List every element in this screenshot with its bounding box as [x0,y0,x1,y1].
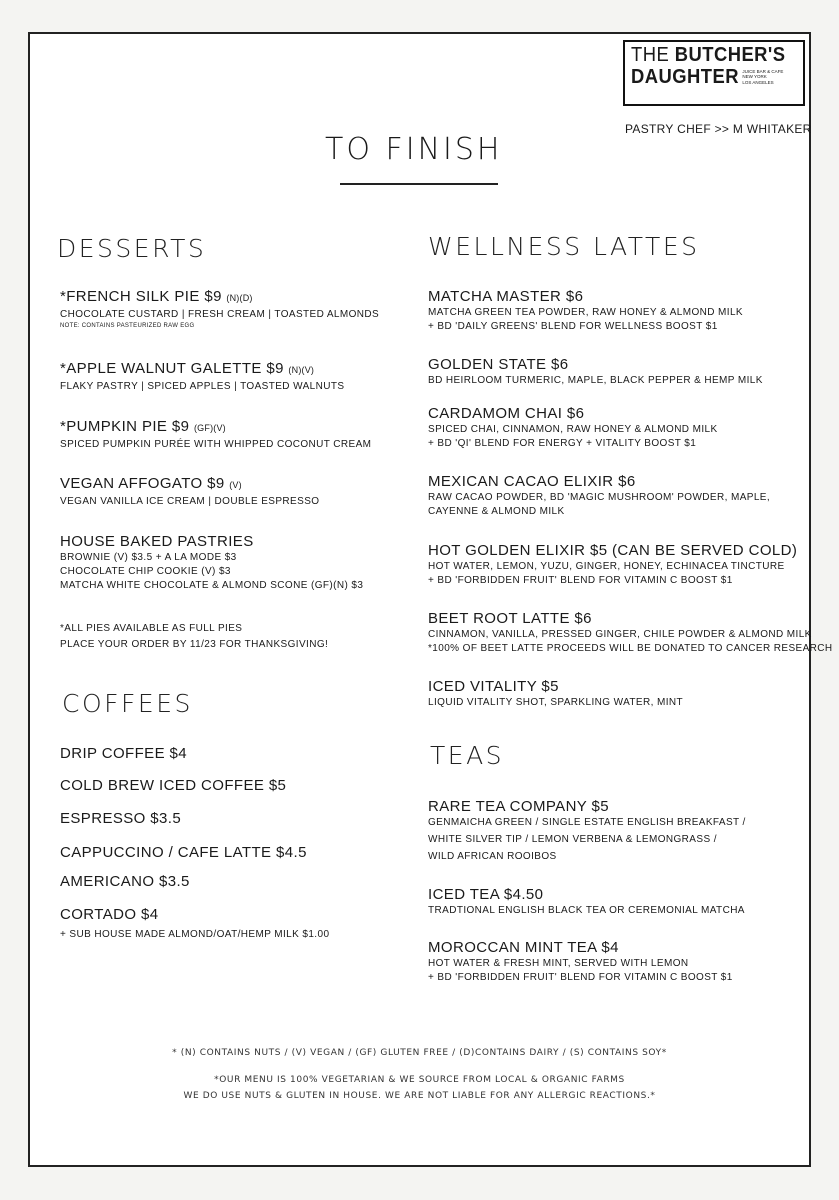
wellness-lattes-heading: WELLNESS LATTES [428,232,700,261]
latte-item: CARDAMOM CHAI $6 SPICED CHAI, CINNAMON, RAW HONEY & ALMOND MILK + BD 'QI' BLEND FOR ENERGY + VITALITY BOOST $1 [428,405,718,449]
coffee-item: DRIP COFFEE $4 [60,745,188,762]
coffee-item: AMERICANO $3.5 [60,873,190,890]
latte-item: ICED VITALITY $5 LIQUID VITALITY SHOT, SPARKLING WATER, MINT [428,678,684,708]
latte-item: HOT GOLDEN ELIXIR $5 (CAN BE SERVED COLD) HOT WATER, LEMON, YUZU, GINGER, HONEY, ECHINACEA TINCTURE + BD 'FORBIDDEN FRUIT' BLEND FOR VITAMIN C BOOST $1 [428,542,798,586]
title-underline [340,183,498,185]
coffee-item: ESPRESSO $3.5 [60,810,182,827]
page-title: TO FINISH [325,132,503,167]
dessert-item: *PUMPKIN PIE $9 (GF)(V) SPICED PUMPKIN PURÉE WITH WHIPPED COCONUT CREAM [60,418,372,450]
tea-item: ICED TEA $4.50 TRADTIONAL ENGLISH BLACK TEA OR CEREMONIAL MATCHA [428,886,745,916]
brand-tagline: JUICE BAR & CAFE NEW YORK LOS ANGELES [742,68,784,85]
teas-heading: TEAS [430,741,505,770]
allergen-key: * (N) CONTAINS NUTS / (V) VEGAN / (GF) GLUTEN FREE / (D)CONTAINS DAIRY / (S) CONTAINS SOY* [172,1048,667,1058]
coffee-item: COLD BREW ICED COFFEE $5 [60,777,287,794]
desserts-heading: DESSERTS [57,234,207,263]
menu-sheet [28,32,833,1167]
brand-name-line2: DAUGHTER [631,66,739,88]
dessert-item: VEGAN AFFOGATO $9 (V) VEGAN VANILLA ICE CREAM | DOUBLE ESPRESSO [60,475,320,507]
sourcing-note: *OUR MENU IS 100% VEGETARIAN & WE SOURCE FROM LOCAL & ORGANIC FARMS [214,1075,625,1085]
dessert-item: *FRENCH SILK PIE $9 (N)(D) CHOCOLATE CUSTARD | FRESH CREAM | TOASTED ALMONDS NOTE: CONTAINS PASTEURIZED RAW EGG [60,288,380,329]
allergy-disclaimer: WE DO USE NUTS & GLUTEN IN HOUSE. WE ARE NOT LIABLE FOR ANY ALLERGIC REACTIONS.* [183,1091,656,1101]
brand-name-line1: THE BUTCHER'S [631,44,786,66]
tea-item: MOROCCAN MINT TEA $4 HOT WATER & FRESH MINT, SERVED WITH LEMON + BD 'FORBIDDEN FRUIT' BLEND FOR VITAMIN C BOOST $1 [428,939,733,983]
latte-item: MEXICAN CACAO ELIXIR $6 RAW CACAO POWDER, BD 'MAGIC MUSHROOM' POWDER, MAPLE, CAYENNE & ALMOND MILK [428,473,771,517]
pie-order-note: *ALL PIES AVAILABLE AS FULL PIES PLACE YOUR ORDER BY 11/23 FOR THANKSGIVING! [60,623,329,650]
latte-item: BEET ROOT LATTE $6 CINNAMON, VANILLA, PRESSED GINGER, CHILE POWDER & ALMOND MILK *100% OF BEET LATTE PROCEEDS WILL BE DONATED TO CANCER RESEARCH [428,610,833,654]
dessert-note: NOTE: CONTAINS PASTEURIZED RAW EGG [60,323,195,329]
dessert-item: HOUSE BAKED PASTRIES BROWNIE (V) $3.5 + A LA MODE $3 CHOCOLATE CHIP COOKIE (V) $3 MATCHA WHITE CHOCOLATE & ALMOND SCONE (GF)(N) $3 [60,533,364,591]
coffee-item: CORTADO $4 [60,906,159,923]
coffee-item: CAPPUCCINO / CAFE LATTE $4.5 [60,844,307,861]
latte-item: GOLDEN STATE $6 BD HEIRLOOM TURMERIC, MAPLE, BLACK PEPPER & HEMP MILK [428,356,763,386]
pastry-chef-credit: PASTRY CHEF >> M WHITAKER [625,122,812,136]
tea-item: RARE TEA COMPANY $5 GENMAICHA GREEN / SINGLE ESTATE ENGLISH BREAKFAST / WHITE SILVER TIP / LEMON VERBENA & LEMONGRASS / WILD AFRICAN ROOIBOS [428,798,746,862]
dessert-item: *APPLE WALNUT GALETTE $9 (N)(V) FLAKY PASTRY | SPICED APPLES | TOASTED WALNUTS [60,360,345,392]
coffees-heading: COFFEES [62,689,193,718]
latte-item: MATCHA MASTER $6 MATCHA GREEN TEA POWDER, RAW HONEY & ALMOND MILK + BD 'DAILY GREENS' BLEND FOR WELLNESS BOOST $1 [428,288,743,332]
brand-logo [623,40,805,106]
milk-substitution-note: + SUB HOUSE MADE ALMOND/OAT/HEMP MILK $1.00 [60,929,330,940]
